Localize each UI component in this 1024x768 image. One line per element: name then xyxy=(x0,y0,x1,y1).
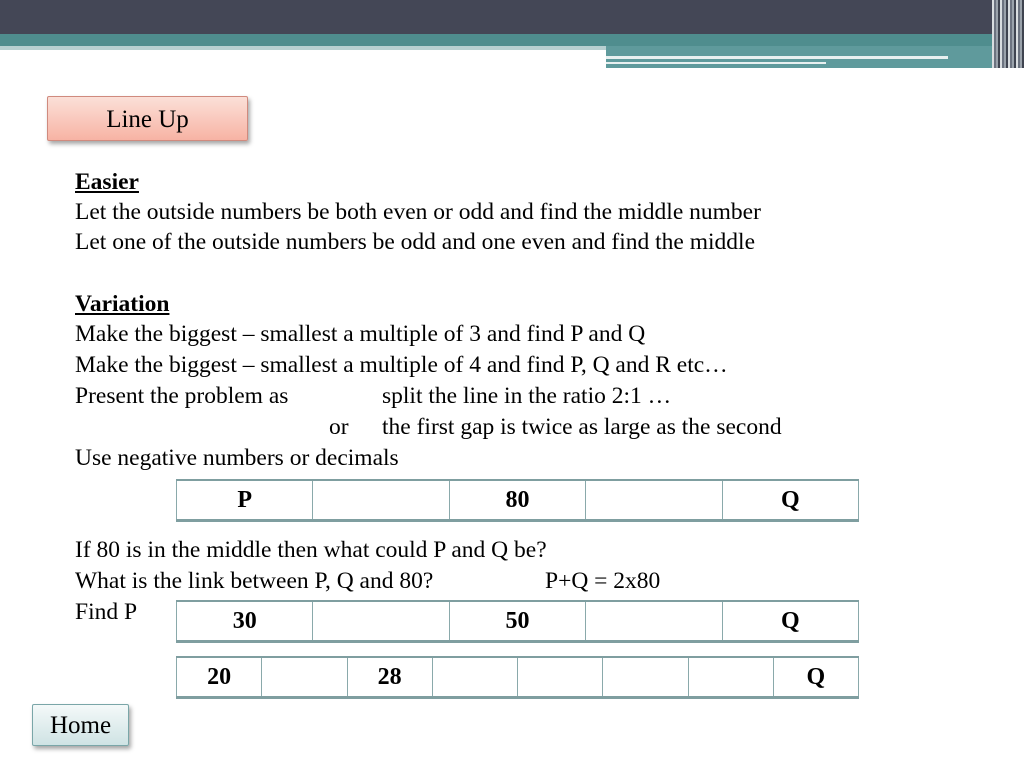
top-banner xyxy=(0,0,1024,34)
number-line-table-1 xyxy=(176,479,859,522)
number-line-cell xyxy=(603,657,688,698)
right-decor-line xyxy=(606,62,826,64)
number-line-cell xyxy=(313,480,449,521)
variation-line-4-left: or xyxy=(329,414,349,440)
right-decor-line xyxy=(606,56,948,59)
number-line-cell: Q xyxy=(722,480,858,521)
variation-line-1: Make the biggest – smallest a multiple of 3 and find P and Q xyxy=(75,321,646,347)
number-line-cell: Q xyxy=(773,657,858,698)
number-line-cell: 28 xyxy=(347,657,432,698)
teal-banner xyxy=(0,34,1024,46)
number-line-cell: Q xyxy=(722,601,858,642)
number-line-cell: 50 xyxy=(449,601,585,642)
number-line-cell: P xyxy=(177,480,313,521)
number-line-table-3 xyxy=(176,656,859,699)
line-up-title-button[interactable]: Line Up xyxy=(47,96,248,141)
question-1: If 80 is in the middle then what could P and Q be? xyxy=(75,537,547,563)
number-line-cell xyxy=(586,601,722,642)
number-line-cell xyxy=(262,657,347,698)
question-3: Find P xyxy=(75,599,138,625)
variation-line-3-right: split the line in the ratio 2:1 … xyxy=(382,383,672,409)
variation-line-3-left: Present the problem as xyxy=(75,383,289,409)
number-line-cell xyxy=(688,657,773,698)
number-line-cell xyxy=(586,480,722,521)
variation-line-5: Use negative numbers or decimals xyxy=(75,445,399,471)
easier-line-1: Let the outside numbers be both even or odd and find the middle number xyxy=(75,199,761,225)
question-2-answer: P+Q = 2x80 xyxy=(545,568,661,594)
number-line-cell: 80 xyxy=(449,480,585,521)
number-line-cell xyxy=(432,657,517,698)
number-line-cell: 30 xyxy=(177,601,313,642)
number-line-cell: 20 xyxy=(177,657,262,698)
variation-line-2: Make the biggest – smallest a multiple of 4 and find P, Q and R etc… xyxy=(75,352,728,378)
home-button[interactable]: Home xyxy=(32,704,129,746)
question-2: What is the link between P, Q and 80? xyxy=(75,568,434,594)
variation-line-4-right: the first gap is twice as large as the second xyxy=(382,414,782,440)
variation-heading: Variation xyxy=(75,291,170,317)
number-line-cell xyxy=(313,601,449,642)
number-line-table-2 xyxy=(176,600,859,643)
easier-heading: Easier xyxy=(75,169,139,195)
easier-line-2: Let one of the outside numbers be odd and one even and find the middle xyxy=(75,229,756,255)
number-line-cell xyxy=(518,657,603,698)
corner-stripes xyxy=(992,0,1024,68)
